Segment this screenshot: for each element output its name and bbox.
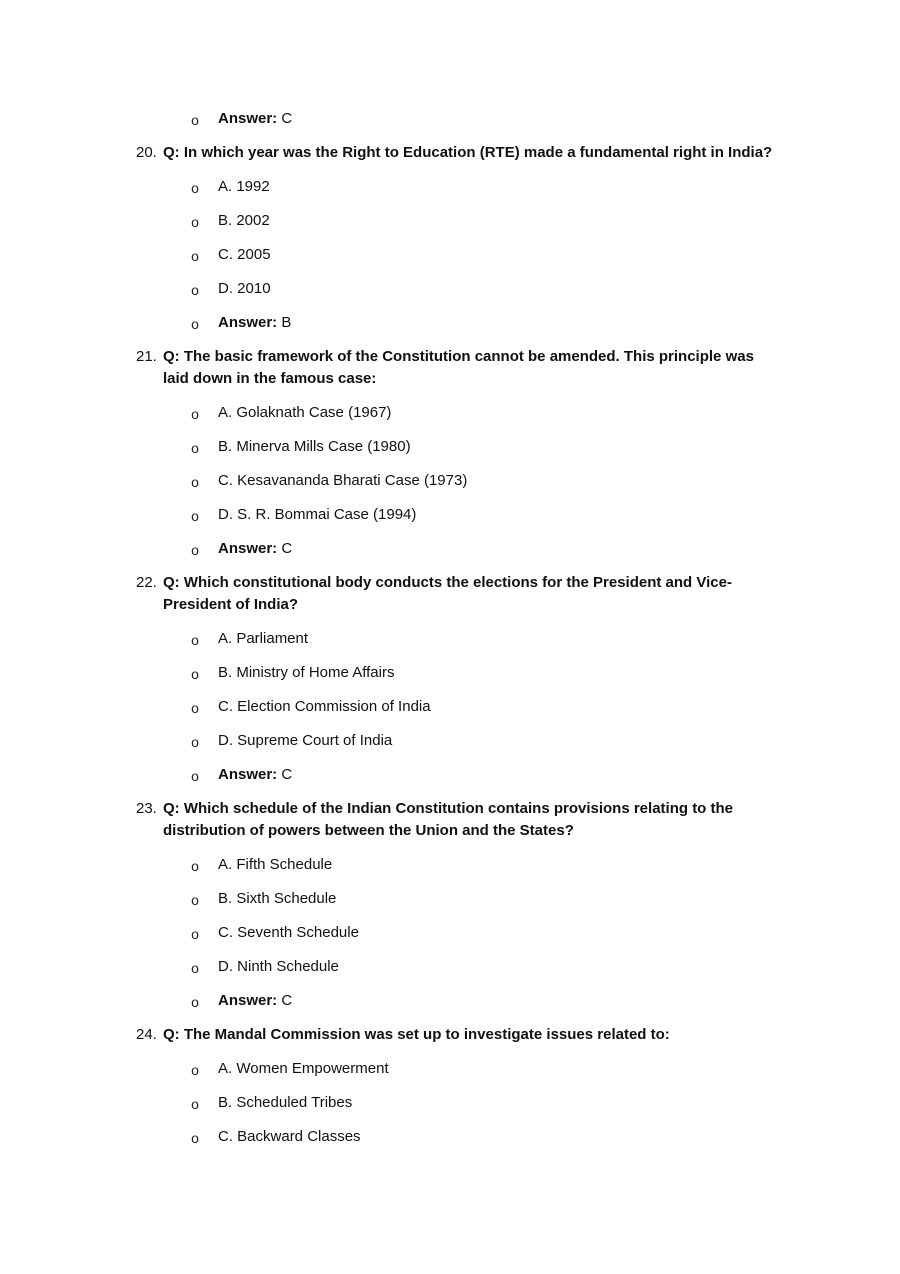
answer-label: Answer: [218, 314, 278, 331]
answer-value: C [281, 540, 293, 557]
option-text: A. Fifth Schedule [218, 856, 333, 873]
bullet-icon: o [191, 926, 199, 942]
option-text: D. S. R. Bommai Case (1994) [218, 506, 417, 523]
option-text: A. Golaknath Case (1967) [218, 404, 392, 421]
option-text: B. Scheduled Tribes [218, 1094, 353, 1111]
question-number: 23. [136, 800, 157, 817]
option-line [0, 1126, 900, 1160]
bullet-icon: o [191, 474, 199, 490]
option-text: B. Minerva Mills Case (1980) [218, 438, 411, 455]
question-text: Q: The Mandal Commission was set up to investigate issues related to: [163, 1026, 670, 1043]
option-text: B. Sixth Schedule [218, 890, 337, 907]
bullet-icon: o [191, 180, 199, 196]
option-text: A. Women Empowerment [218, 1060, 389, 1077]
bullet-icon: o [191, 248, 199, 264]
bullet-icon: o [191, 214, 199, 230]
bullet-icon: o [191, 734, 199, 750]
answer-line [0, 764, 900, 798]
answer-line [0, 312, 900, 346]
option-line [0, 176, 900, 210]
option-text: B. 2002 [218, 212, 270, 229]
option-line [0, 696, 900, 730]
bullet-icon: o [191, 1130, 199, 1146]
option-text: A. 1992 [218, 178, 270, 195]
bullet-icon: o [191, 892, 199, 908]
option-line [0, 888, 900, 922]
answer-label: Answer: [218, 992, 278, 1009]
bullet-icon: o [191, 1062, 199, 1078]
option-line [0, 244, 900, 278]
option-line [0, 210, 900, 244]
option-line [0, 1058, 900, 1092]
option-text: C. Kesavananda Bharati Case (1973) [218, 472, 468, 489]
option-text: A. Parliament [218, 630, 309, 647]
option-text: D. 2010 [218, 280, 271, 297]
question-text: Q: The basic framework of the Constitution cannot be amended. This principle was laid down in the famous case: [163, 348, 754, 387]
option-text: C. Election Commission of India [218, 698, 431, 715]
question-number: 20. [136, 144, 157, 161]
question-item [0, 142, 900, 176]
option-line [0, 402, 900, 436]
bullet-icon: o [191, 700, 199, 716]
question-item [0, 572, 900, 628]
question-text: Q: In which year was the Right to Education (RTE) made a fundamental right in India? [163, 144, 773, 161]
option-text: D. Ninth Schedule [218, 958, 339, 975]
question-text: Q: Which constitutional body conducts the elections for the President and Vice-President of India? [163, 574, 732, 613]
question-item [0, 1024, 900, 1058]
answer-value: C [281, 992, 293, 1009]
bullet-icon: o [191, 994, 199, 1010]
bullet-icon: o [191, 768, 199, 784]
option-text: C. Seventh Schedule [218, 924, 359, 941]
option-line [0, 504, 900, 538]
option-line [0, 1092, 900, 1126]
option-line [0, 278, 900, 312]
option-text: D. Supreme Court of India [218, 732, 393, 749]
option-line [0, 662, 900, 696]
bullet-icon: o [191, 632, 199, 648]
bullet-icon: o [191, 542, 199, 558]
bullet-icon: o [191, 666, 199, 682]
bullet-icon: o [191, 440, 199, 456]
bullet-icon: o [191, 316, 199, 332]
question-item [0, 798, 900, 854]
answer-value: B [281, 314, 292, 331]
bullet-icon: o [191, 406, 199, 422]
answer-value: C [281, 766, 293, 783]
bullet-icon: o [191, 508, 199, 524]
option-line [0, 628, 900, 662]
option-text: C. 2005 [218, 246, 271, 263]
bullet-icon: o [191, 1096, 199, 1112]
answer-line [0, 990, 900, 1024]
bullet-icon: o [191, 960, 199, 976]
question-item [0, 346, 900, 402]
bullet-icon: o [191, 858, 199, 874]
option-text: B. Ministry of Home Affairs [218, 664, 395, 681]
question-number: 21. [136, 348, 157, 365]
question-text: Q: Which schedule of the Indian Constitution contains provisions relating to the distribution of powers between the Union and the States? [163, 800, 734, 839]
answer-value: C [281, 110, 293, 127]
answer-line [0, 538, 900, 572]
bullet-icon: o [191, 282, 199, 298]
question-list [0, 108, 900, 1160]
answer-label: Answer: [218, 110, 278, 127]
option-line [0, 436, 900, 470]
option-line [0, 730, 900, 764]
option-line [0, 956, 900, 990]
option-line [0, 470, 900, 504]
bullet-icon: o [191, 112, 199, 128]
option-line [0, 854, 900, 888]
option-text: C. Backward Classes [218, 1128, 361, 1145]
answer-label: Answer: [218, 766, 278, 783]
option-line [0, 922, 900, 956]
answer-label: Answer: [218, 540, 278, 557]
question-number: 24. [136, 1026, 157, 1043]
question-number: 22. [136, 574, 157, 591]
answer-line [0, 108, 900, 142]
